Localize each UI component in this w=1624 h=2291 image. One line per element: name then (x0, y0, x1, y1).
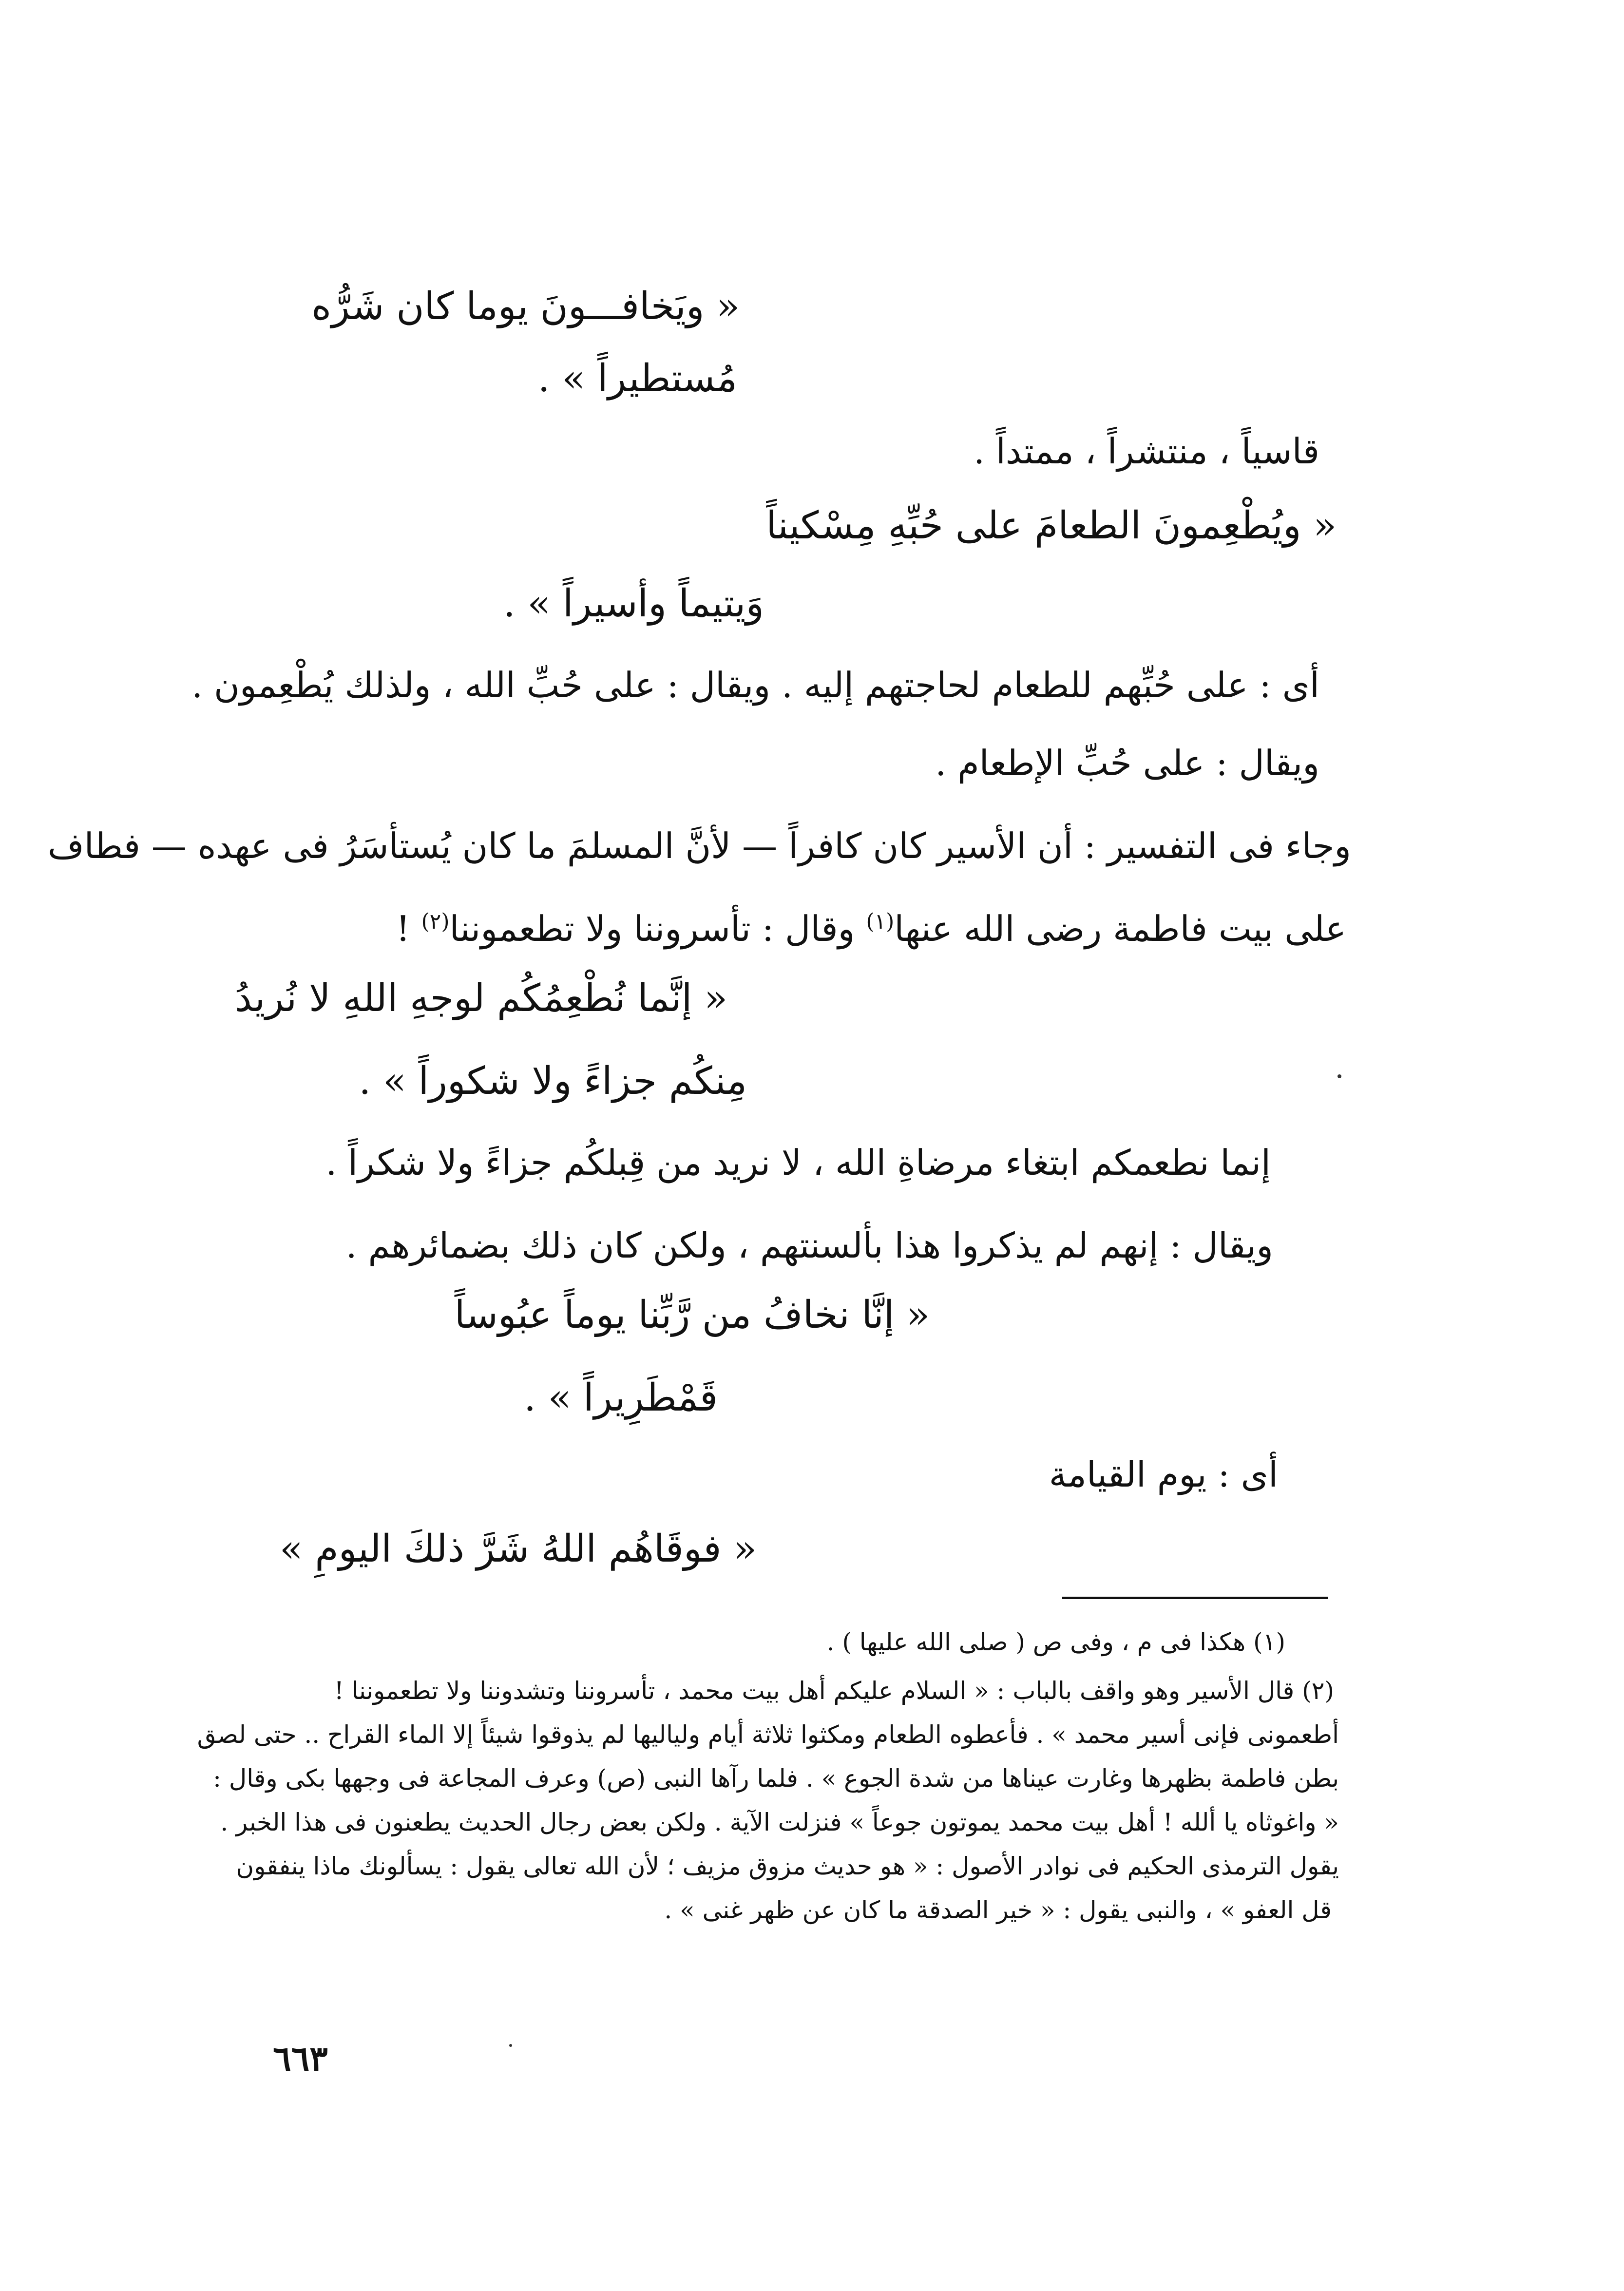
verse-line-6: مِنكُم جزاءً ولا شكوراً » . (359, 1059, 747, 1103)
verse-line-4: وَيتيماً وأسيراً » . (503, 582, 764, 626)
commentary-line-7: أى : يوم القيامة (1049, 1454, 1278, 1495)
verse-line-5: « إنَّما نُطْعِمُكُم لوجهِ اللهِ لا نُريدُ (234, 976, 727, 1020)
footnote-2-line-6: قل العفو » ، والنبى يقول : « خير الصدقة ما كان عن ظهر غنى » . (664, 1896, 1332, 1924)
footnote-2-line-1: (٢) قال الأسير وهو واقف بالباب : « السلام عليكم أهل بيت محمد ، تأسروننا وتشدوننا ولا تطعموننا ! (334, 1677, 1334, 1705)
footnote-ref-2[interactable]: (٢) (421, 909, 450, 934)
verse-line-1: « ويَخافـــونَ يوما كان شَرُّه (311, 285, 740, 328)
footnote-2-line-5: يقول الترمذى الحكيم فى نوادر الأصول : « هو حديث مزوق مزيف ؛ لأن الله تعالى يقول : يسألونك ماذا ينفقون (236, 1852, 1339, 1880)
commentary-line-4-part-1: على بيت فاطمة رضى الله عنها (894, 908, 1346, 949)
scan-speck (1337, 1074, 1341, 1078)
verse-line-8: قَمْطَرِيراً » . (524, 1376, 718, 1420)
commentary-line-6: ويقال : إنهم لم يذكروا هذا بألسنتهم ، ولكن كان ذلك بضمائرهم . (345, 1225, 1273, 1266)
commentary-line-2: ويقال : على حُبِّ الإطعام . (935, 743, 1319, 783)
commentary-line-3: وجاء فى التفسير : أن الأسير كان كافراً — لأنَّ المسلمَ ما كان يُستأسَرُ فى عهده — فطاف (47, 825, 1351, 866)
footnote-ref-1[interactable]: (١) (866, 909, 895, 934)
gloss-line-1: قاسياً ، منتشراً ، ممتداً . (974, 431, 1319, 472)
footnote-2-line-2: أطعمونى فإنى أسير محمد » . فأعطوه الطعام ومكثوا ثلاثة أيام ولياليها لم يذوقوا شيئاً إلا الماء القراح .. حتى لصق (197, 1720, 1339, 1749)
commentary-line-5: إنما نطعمكم ابتغاء مرضاةِ الله ، لا نريد من قِبلكُم جزاءً ولا شكراً . (325, 1142, 1271, 1183)
commentary-line-4-part-3: ! (396, 908, 421, 949)
commentary-line-4 (396, 908, 1346, 949)
scan-speck (509, 2044, 512, 2047)
footnote-1: (١) هكذا فى م ، وفى ص ( صلى الله عليها ) . (826, 1628, 1285, 1656)
verse-line-3: « ويُطْعِمونَ الطعامَ على حُبِّهِ مِسْكيناً (766, 504, 1337, 548)
verse-line-7: « إنَّا نخافُ من رَّبِّنا يوماً عبُوساً (454, 1293, 930, 1337)
footnote-2-line-4: « واغوثاه يا ألله ! أهل بيت محمد يموتون جوعاً » فنزلت الآية . ولكن بعض رجال الحديث يطعنون فى هذا الخبر . (220, 1808, 1339, 1836)
commentary-line-1: أى : على حُبِّهم للطعام لحاجتهم إليه . ويقال : على حُبِّ الله ، ولذلك يُطْعِمون . (191, 665, 1319, 706)
verse-line-9: « فوقَاهُم اللهُ شَرَّ ذلكَ اليومِ » (279, 1527, 757, 1571)
verse-line-2: مُستطيراً » . (537, 357, 737, 401)
page-number: ٦٦٣ (273, 2038, 328, 2079)
commentary-line-4-part-2: وقال : تأسروننا ولا تطعموننا (449, 908, 866, 949)
footnote-2-line-3: بطن فاطمة بظهرها وغارت عيناها من شدة الجوع » . فلما رآها النبى (ص) وعرف المجاعة فى وجهها بكى وقال : (213, 1764, 1339, 1793)
footnote-separator (1062, 1597, 1328, 1599)
